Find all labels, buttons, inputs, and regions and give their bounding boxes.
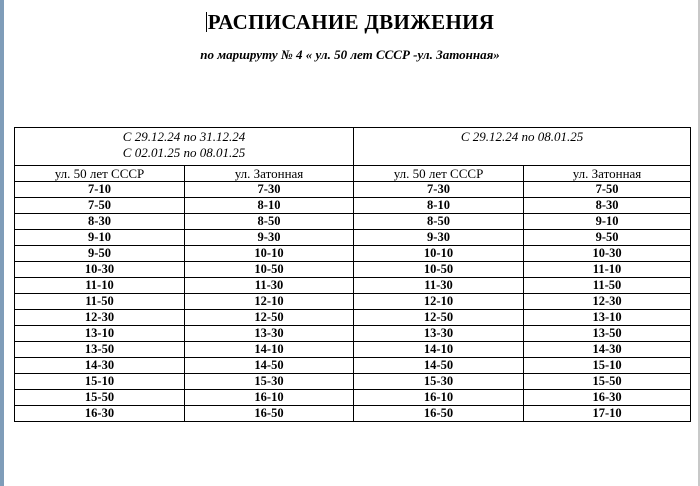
time-cell: 12-30 (524, 294, 691, 310)
table-row (15, 182, 691, 198)
time-cell: 10-30 (15, 262, 185, 278)
document-subtitle: по маршруту № 4 « ул. 50 лет СССР -ул. Затонная» (200, 47, 500, 62)
time-cell: 7-10 (15, 182, 185, 198)
table-row (15, 342, 691, 358)
time-cell: 13-30 (185, 326, 354, 342)
table-row (15, 262, 691, 278)
table-row (15, 198, 691, 214)
time-cell: 9-30 (354, 230, 524, 246)
time-cell: 11-50 (524, 278, 691, 294)
time-cell: 15-10 (15, 374, 185, 390)
time-cell: 12-50 (185, 310, 354, 326)
time-cell: 12-50 (354, 310, 524, 326)
table-row (15, 278, 691, 294)
time-cell: 14-50 (354, 358, 524, 374)
time-cell: 8-10 (185, 198, 354, 214)
document-title[interactable] (0, 10, 700, 35)
time-cell: 9-50 (524, 230, 691, 246)
period-1-line-1: С 29.12.24 по 31.12.24 (122, 129, 246, 144)
time-cell: 13-10 (524, 310, 691, 326)
time-cell: 15-50 (524, 374, 691, 390)
table-row (15, 294, 691, 310)
time-cell: 11-30 (354, 278, 524, 294)
document-title-text: РАСПИСАНИЕ ДВИЖЕНИЯ (207, 10, 495, 34)
time-cell: 10-50 (185, 262, 354, 278)
time-cell: 8-50 (354, 214, 524, 230)
time-cell: 15-30 (354, 374, 524, 390)
time-cell: 7-30 (185, 182, 354, 198)
time-cell: 11-10 (15, 278, 185, 294)
time-cell: 12-10 (354, 294, 524, 310)
table-row (15, 390, 691, 406)
time-cell: 13-50 (524, 326, 691, 342)
table-row (15, 406, 691, 422)
time-cell: 13-50 (15, 342, 185, 358)
period-header-2 (354, 128, 691, 166)
schedule-table (14, 127, 691, 422)
time-cell: 16-30 (524, 390, 691, 406)
time-cell: 13-10 (15, 326, 185, 342)
time-cell: 17-10 (524, 406, 691, 422)
table-row (15, 310, 691, 326)
time-cell: 11-50 (15, 294, 185, 310)
period-1-line-2: С 02.01.25 по 08.01.25 (122, 145, 246, 160)
time-cell: 14-30 (524, 342, 691, 358)
time-cell: 15-50 (15, 390, 185, 406)
time-cell: 11-30 (185, 278, 354, 294)
time-cell: 9-10 (524, 214, 691, 230)
time-cell: 7-50 (524, 182, 691, 198)
time-cell: 7-50 (15, 198, 185, 214)
time-cell: 12-30 (15, 310, 185, 326)
table-row (15, 326, 691, 342)
period-header-row (15, 128, 691, 166)
column-header-stop-3: ул. 50 лет СССР (354, 166, 524, 182)
time-cell: 10-10 (185, 246, 354, 262)
time-cell: 8-30 (15, 214, 185, 230)
period-2-line-1: С 29.12.24 по 08.01.25 (460, 129, 584, 144)
table-row (15, 214, 691, 230)
table-row (15, 358, 691, 374)
time-cell: 9-30 (185, 230, 354, 246)
time-cell: 15-10 (524, 358, 691, 374)
time-cell: 9-10 (15, 230, 185, 246)
period-header-1 (15, 128, 354, 166)
time-cell: 14-50 (185, 358, 354, 374)
time-cell: 16-10 (354, 390, 524, 406)
time-cell: 16-30 (15, 406, 185, 422)
time-cell: 10-50 (354, 262, 524, 278)
text-cursor (206, 12, 207, 32)
time-cell: 16-50 (354, 406, 524, 422)
time-cell: 14-30 (15, 358, 185, 374)
time-cell: 9-50 (15, 246, 185, 262)
time-cell: 10-10 (354, 246, 524, 262)
time-cell: 16-10 (185, 390, 354, 406)
time-cell: 8-50 (185, 214, 354, 230)
column-header-stop-4: ул. Затонная (524, 166, 691, 182)
column-header-stop-2: ул. Затонная (185, 166, 354, 182)
time-cell: 8-10 (354, 198, 524, 214)
table-row (15, 374, 691, 390)
time-cell: 10-30 (524, 246, 691, 262)
table-row (15, 246, 691, 262)
time-cell: 8-30 (524, 198, 691, 214)
table-row (15, 230, 691, 246)
time-cell: 14-10 (354, 342, 524, 358)
time-cell: 15-30 (185, 374, 354, 390)
time-cell: 12-10 (185, 294, 354, 310)
time-cell: 16-50 (185, 406, 354, 422)
time-cell: 7-30 (354, 182, 524, 198)
time-cell: 14-10 (185, 342, 354, 358)
column-header-row (15, 166, 691, 182)
column-header-stop-1: ул. 50 лет СССР (15, 166, 185, 182)
page-edge-left (0, 0, 4, 486)
time-cell: 13-30 (354, 326, 524, 342)
time-cell: 11-10 (524, 262, 691, 278)
